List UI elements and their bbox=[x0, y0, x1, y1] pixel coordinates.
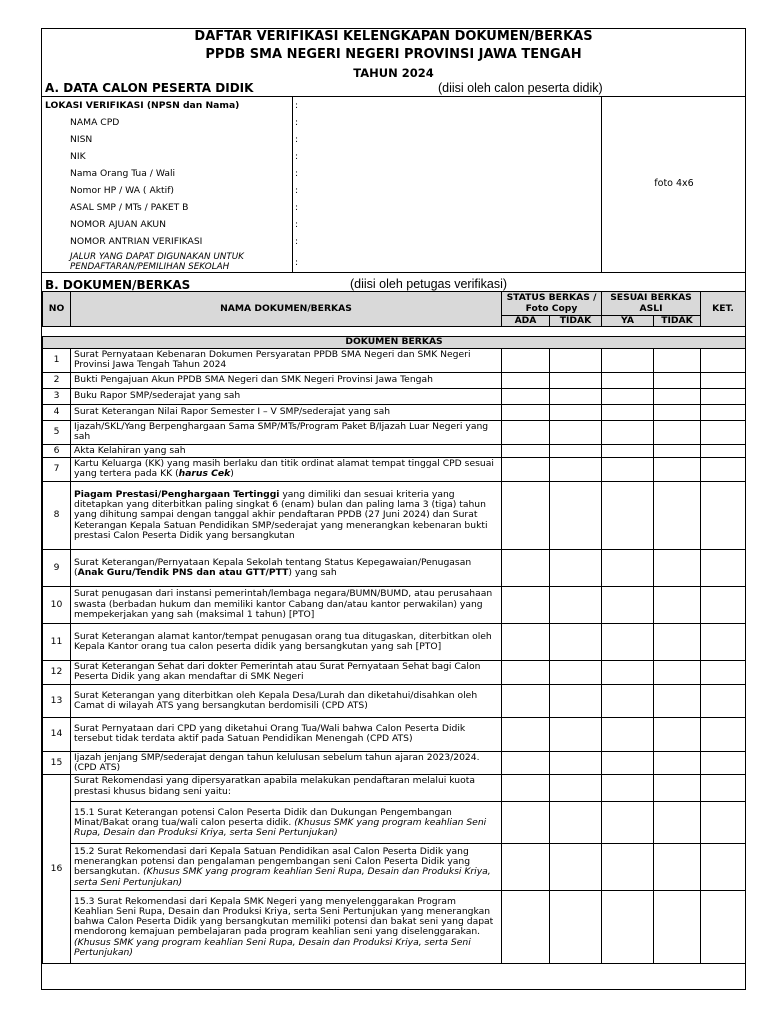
document-name-text: Surat Pernyataan Kebenaran Dokumen Persyaratan PPDB SMA Negeri dan SMK Negeri Provinsi Jawa Tengah Tahun 2024 bbox=[74, 348, 471, 371]
document-name-text: Kartu Keluarga (KK) yang masih berlaku dan titik ordinat alamat tempat tinggal CPD sesuai yang tertera pada KK ( bbox=[74, 458, 494, 480]
check-tidak[interactable] bbox=[550, 802, 602, 844]
field-value[interactable]: : bbox=[295, 134, 299, 146]
check-tidak2[interactable] bbox=[654, 372, 701, 388]
section-a-note: (diisi oleh calon peserta didik) bbox=[438, 81, 603, 95]
form-title: DAFTAR VERIFIKASI KELENGKAPAN DOKUMEN/BERKAS bbox=[194, 29, 593, 44]
document-name-text: Surat Keterangan Nilai Rapor Semester I – V SMP/sederajat yang sah bbox=[74, 405, 391, 417]
col-tidak2-header: TIDAK bbox=[654, 316, 701, 327]
field-value[interactable]: : bbox=[295, 117, 299, 129]
field-row bbox=[42, 234, 601, 251]
field-row bbox=[42, 217, 601, 234]
check-tidak[interactable] bbox=[550, 420, 602, 444]
ket-cell[interactable] bbox=[701, 623, 746, 660]
col-ket-header: KET. bbox=[701, 292, 746, 327]
field-row bbox=[42, 166, 601, 183]
check-ya[interactable] bbox=[602, 404, 654, 420]
check-ya[interactable] bbox=[602, 684, 654, 717]
check-tidak[interactable] bbox=[550, 481, 602, 549]
document-name-note: (Khusus SMK yang program keahlian Seni Rupa, Desain dan Produksi Kriya, serta Seni Pertunjukan) bbox=[74, 936, 471, 959]
document-name-note: (Khusus SMK yang program keahlian Seni Rupa, Desain dan Produksi Kriya, serta Seni Pertunjukan) bbox=[74, 816, 487, 839]
col-ya-header: YA bbox=[602, 316, 654, 327]
check-tidak[interactable] bbox=[550, 404, 602, 420]
check-tidak2[interactable] bbox=[654, 388, 701, 404]
document-row bbox=[43, 623, 746, 660]
document-name-note: (Khusus SMK yang program keahlian Seni Rupa, Desain dan Produksi Kriya, serta Seni Pertunjukan) bbox=[74, 866, 491, 888]
document-name bbox=[71, 444, 502, 457]
field-label: NOMOR ANTRIAN VERIFIKASI bbox=[70, 236, 203, 248]
ket-cell[interactable] bbox=[701, 775, 746, 802]
document-name-emphasis: harus Cek bbox=[178, 468, 231, 480]
document-name-text: Surat Rekomendasi yang dipersyaratkan apabila melakukan pendaftaran melalui kuota prestasi khusus bidang seni yaitu: bbox=[74, 775, 475, 797]
document-name bbox=[71, 404, 502, 420]
check-ya[interactable] bbox=[602, 549, 654, 586]
ket-cell[interactable] bbox=[701, 684, 746, 717]
check-ada[interactable] bbox=[502, 420, 550, 444]
check-ya[interactable] bbox=[602, 388, 654, 404]
document-name bbox=[71, 623, 502, 660]
ket-cell[interactable] bbox=[701, 481, 746, 549]
document-name bbox=[71, 481, 502, 549]
row-number: 13 bbox=[43, 684, 71, 717]
check-ya[interactable] bbox=[602, 444, 654, 457]
ket-cell[interactable] bbox=[701, 444, 746, 457]
ket-cell[interactable] bbox=[701, 457, 746, 481]
document-row bbox=[43, 404, 746, 420]
check-ya[interactable] bbox=[602, 717, 654, 751]
row-number: 5 bbox=[43, 420, 71, 444]
photo-label: foto 4x6 bbox=[654, 178, 694, 189]
document-name bbox=[71, 684, 502, 717]
row-number: 10 bbox=[43, 586, 71, 623]
check-ya[interactable] bbox=[602, 802, 654, 844]
check-ya[interactable] bbox=[602, 348, 654, 372]
check-ada[interactable] bbox=[502, 751, 550, 775]
row-number: 3 bbox=[43, 388, 71, 404]
document-name bbox=[71, 775, 502, 802]
check-tidak2[interactable] bbox=[654, 717, 701, 751]
field-label: JALUR YANG DAPAT DIGUNAKAN UNTUK PENDAFTARAN/PEMILIHAN SEKOLAH bbox=[70, 252, 244, 272]
document-name-text: 15.1 Surat Keterangan potensi Calon Peserta Didik dan Dukungan Pengembangan Minat/Bakat orang tua/wali calon peserta didik. bbox=[74, 806, 452, 828]
ket-cell[interactable] bbox=[701, 717, 746, 751]
document-name-text: yang dimiliki dan sesuai kriteria yang ditetapkan yang diterbitkan paling singkat 6 (enam) bulan dan paling lama 3 (tiga) tahun yang dihitung sampai dengan tanggal akhir pendaftaran PPDB (27 Juni 2024) dan Surat Keterangan Kepala Satuan Pendidikan SMP/sederajat yang menerangkan kebenaran bukti prestasi Calon Peserta Didik yang bersangkutan bbox=[74, 488, 488, 541]
document-name-tail: ) yang sah bbox=[288, 566, 337, 578]
section-a-title: A. DATA CALON PESERTA DIDIK bbox=[45, 81, 254, 95]
row-number: 11 bbox=[43, 623, 71, 660]
check-ya[interactable] bbox=[602, 623, 654, 660]
field-row bbox=[42, 132, 601, 149]
row-number: 16 bbox=[43, 775, 71, 964]
row-number: 9 bbox=[43, 549, 71, 586]
row-number: 14 bbox=[43, 717, 71, 751]
check-tidak[interactable] bbox=[550, 660, 602, 684]
field-value[interactable]: : bbox=[295, 168, 299, 180]
check-tidak2[interactable] bbox=[654, 844, 701, 891]
check-ada[interactable] bbox=[502, 717, 550, 751]
check-ya[interactable] bbox=[602, 372, 654, 388]
check-ada[interactable] bbox=[502, 549, 550, 586]
document-name bbox=[71, 372, 502, 388]
document-row bbox=[43, 481, 746, 549]
row-number: 12 bbox=[43, 660, 71, 684]
check-ya[interactable] bbox=[602, 751, 654, 775]
documents-table bbox=[42, 291, 746, 964]
document-name-text: 15.2 Surat Rekomendasi dari Kepala Satuan Pendidikan asal Calon Peserta Didik yang menerangkan potensi dan pengalaman pengembangan seni Calon Peserta Didik yang bersangkutan. bbox=[74, 845, 471, 878]
check-tidak2[interactable] bbox=[654, 444, 701, 457]
row-number: 8 bbox=[43, 481, 71, 549]
field-label: NIK bbox=[70, 151, 86, 163]
check-tidak2[interactable] bbox=[654, 802, 701, 844]
field-label: LOKASI VERIFIKASI (NPSN dan Nama) bbox=[45, 99, 240, 111]
check-ya[interactable] bbox=[602, 586, 654, 623]
check-ada[interactable] bbox=[502, 802, 550, 844]
check-tidak[interactable] bbox=[550, 444, 602, 457]
check-tidak2[interactable] bbox=[654, 420, 701, 444]
ket-cell[interactable] bbox=[701, 844, 746, 891]
check-tidak2[interactable] bbox=[654, 684, 701, 717]
check-ada[interactable] bbox=[502, 404, 550, 420]
col-name-header: NAMA DOKUMEN/BERKAS bbox=[71, 292, 502, 327]
ket-cell[interactable] bbox=[701, 372, 746, 388]
ket-cell[interactable] bbox=[701, 348, 746, 372]
check-tidak2[interactable] bbox=[654, 481, 701, 549]
ket-cell[interactable] bbox=[701, 660, 746, 684]
check-ya[interactable] bbox=[602, 660, 654, 684]
check-tidak2[interactable] bbox=[654, 348, 701, 372]
document-row bbox=[43, 388, 746, 404]
field-label: NISN bbox=[70, 134, 93, 146]
spacer-row bbox=[43, 327, 746, 337]
document-name bbox=[71, 586, 502, 623]
ket-cell[interactable] bbox=[701, 891, 746, 964]
check-ya[interactable] bbox=[602, 775, 654, 802]
field-label: Nama Orang Tua / Wali bbox=[70, 168, 176, 180]
check-tidak[interactable] bbox=[550, 844, 602, 891]
check-tidak[interactable] bbox=[550, 388, 602, 404]
verification-form bbox=[41, 28, 746, 990]
document-row bbox=[43, 751, 746, 775]
document-name bbox=[71, 844, 502, 891]
document-row bbox=[43, 348, 746, 372]
row-number: 7 bbox=[43, 457, 71, 481]
document-subrow bbox=[43, 844, 746, 891]
check-tidak[interactable] bbox=[550, 717, 602, 751]
document-row bbox=[43, 372, 746, 388]
check-ya[interactable] bbox=[602, 457, 654, 481]
check-ada[interactable] bbox=[502, 660, 550, 684]
row-number: 2 bbox=[43, 372, 71, 388]
check-tidak2[interactable] bbox=[654, 623, 701, 660]
field-label: NAMA CPD bbox=[70, 117, 120, 129]
ket-cell[interactable] bbox=[701, 802, 746, 844]
document-name bbox=[71, 751, 502, 775]
check-tidak2[interactable] bbox=[654, 891, 701, 964]
document-row bbox=[43, 420, 746, 444]
field-row bbox=[42, 200, 601, 217]
ket-cell[interactable] bbox=[701, 586, 746, 623]
document-subrow bbox=[43, 802, 746, 844]
document-row bbox=[43, 775, 746, 802]
document-row bbox=[43, 549, 746, 586]
document-row bbox=[43, 444, 746, 457]
document-name bbox=[71, 420, 502, 444]
document-name-bold: Piagam Prestasi/Penghargaan Tertinggi bbox=[74, 488, 280, 500]
check-ada[interactable] bbox=[502, 481, 550, 549]
field-row bbox=[42, 183, 601, 200]
document-name bbox=[71, 660, 502, 684]
document-name-text: Bukti Pengajuan Akun PPDB SMA Negeri dan SMK Negeri Provinsi Jawa Tengah bbox=[74, 373, 433, 385]
field-label: Nomor HP / WA ( Aktif) bbox=[70, 185, 175, 197]
document-name-text: 15.3 Surat Rekomendasi dari Kepala SMK Negeri yang menyelenggarakan Program Keahlian Seni Rupa, Desain dan Produksi Kriya, serta Seni Pertunjukan yang menerangkan bahwa Calon Peserta Didik yang bersangkutan memiliki potensi dan bakat seni yang dapat mendorong kemajuan pembelajaran pada program keahlian seni yang diselenggarakan. bbox=[74, 895, 494, 938]
check-tidak[interactable] bbox=[550, 586, 602, 623]
check-ya[interactable] bbox=[602, 420, 654, 444]
check-ada[interactable] bbox=[502, 586, 550, 623]
document-name-text: Surat Keterangan yang diterbitkan oleh Kepala Desa/Lurah dan diketahui/disahkan oleh Camat di wilayah ATS yang bersangkutan berdomisili (CPD ATS) bbox=[74, 689, 478, 711]
group-header: DOKUMEN BERKAS bbox=[43, 337, 746, 348]
document-name bbox=[71, 717, 502, 751]
ket-cell[interactable] bbox=[701, 388, 746, 404]
section-b-note: (diisi oleh petugas verifikasi) bbox=[350, 277, 508, 291]
check-tidak2[interactable] bbox=[654, 660, 701, 684]
check-ada[interactable] bbox=[502, 684, 550, 717]
ket-cell[interactable] bbox=[701, 404, 746, 420]
check-tidak[interactable] bbox=[550, 348, 602, 372]
check-tidak[interactable] bbox=[550, 684, 602, 717]
document-name-text: Buku Rapor SMP/sederajat yang sah bbox=[74, 389, 241, 401]
document-row bbox=[43, 457, 746, 481]
document-row bbox=[43, 684, 746, 717]
field-label: ASAL SMP / MTs / PAKET B bbox=[70, 202, 189, 214]
document-name-bold: Anak Guru/Tendik PNS dan atau GTT/PTT bbox=[77, 566, 289, 578]
check-ada[interactable] bbox=[502, 348, 550, 372]
check-tidak[interactable] bbox=[550, 751, 602, 775]
form-subtitle: PPDB SMA NEGERI NEGERI PROVINSI JAWA TENGAH bbox=[205, 47, 582, 62]
field-value[interactable]: : bbox=[295, 219, 299, 231]
student-data-table bbox=[42, 97, 601, 275]
section-b-divider bbox=[42, 272, 745, 273]
document-name-text: Surat Pernyataan dari CPD yang diketahui Orang Tua/Wali bahwa Calon Peserta Didik tersebut tidak terdata aktif pada Satuan Pendidikan Menengah (CPD ATS) bbox=[74, 723, 466, 745]
check-tidak[interactable] bbox=[550, 549, 602, 586]
check-ya[interactable] bbox=[602, 844, 654, 891]
ket-cell[interactable] bbox=[701, 751, 746, 775]
check-tidak2[interactable] bbox=[654, 457, 701, 481]
field-label: NOMOR AJUAN AKUN bbox=[70, 219, 167, 231]
check-ada[interactable] bbox=[502, 775, 550, 802]
check-ada[interactable] bbox=[502, 623, 550, 660]
check-tidak2[interactable] bbox=[654, 404, 701, 420]
check-ada[interactable] bbox=[502, 372, 550, 388]
document-name-text: Surat Keterangan/Pernyataan Kepala Sekolah tentang Status Kepegawaian/Penugasan ( bbox=[74, 556, 472, 578]
document-name-text: Surat Keterangan alamat kantor/tempat penugasan orang tua ditugaskan, diterbitkan oleh Kepala Kantor orang tua calon peserta didik yang bersangkutan yang sah [PTO] bbox=[74, 630, 492, 652]
check-tidak2[interactable] bbox=[654, 549, 701, 586]
field-value[interactable]: : bbox=[295, 99, 299, 111]
check-tidak2[interactable] bbox=[654, 586, 701, 623]
check-ya[interactable] bbox=[602, 481, 654, 549]
section-b-title: B. DOKUMEN/BERKAS bbox=[45, 278, 191, 292]
check-ya[interactable] bbox=[602, 891, 654, 964]
check-tidak[interactable] bbox=[550, 457, 602, 481]
document-name-text: Akta Kelahiran yang sah bbox=[74, 444, 186, 456]
row-number: 4 bbox=[43, 404, 71, 420]
ket-cell[interactable] bbox=[701, 420, 746, 444]
document-row bbox=[43, 660, 746, 684]
field-value[interactable]: : bbox=[295, 151, 299, 163]
document-row bbox=[43, 717, 746, 751]
row-number: 15 bbox=[43, 751, 71, 775]
check-ada[interactable] bbox=[502, 891, 550, 964]
col-sesuai-header: SESUAI BERKAS ASLI bbox=[602, 292, 701, 316]
check-ada[interactable] bbox=[502, 444, 550, 457]
document-name bbox=[71, 891, 502, 964]
document-name bbox=[71, 457, 502, 481]
col-tidak-header: TIDAK bbox=[550, 316, 602, 327]
document-name bbox=[71, 348, 502, 372]
ket-cell[interactable] bbox=[701, 549, 746, 586]
check-ada[interactable] bbox=[502, 388, 550, 404]
check-tidak2[interactable] bbox=[654, 775, 701, 802]
check-ada[interactable] bbox=[502, 457, 550, 481]
document-name-tail: ) bbox=[230, 468, 234, 480]
field-row bbox=[42, 97, 601, 115]
row-number: 6 bbox=[43, 444, 71, 457]
field-value[interactable]: : bbox=[295, 236, 299, 248]
document-name-text: Ijazah jenjang SMP/sederajat dengan tahun kelulusan sebelum tahun ajaran 2023/2024. (CPD ATS) bbox=[74, 751, 480, 774]
check-ada[interactable] bbox=[502, 844, 550, 891]
field-value[interactable]: : bbox=[295, 185, 299, 197]
col-ada-header: ADA bbox=[502, 316, 550, 327]
form-year: TAHUN 2024 bbox=[353, 66, 434, 80]
document-name bbox=[71, 802, 502, 844]
document-name-text: Surat Keterangan Sehat dari dokter Pemerintah atau Surat Pernyataan Sehat bagi Calon Peserta Didik yang akan mendaftar di SMK Negeri bbox=[74, 661, 481, 683]
field-value[interactable]: : bbox=[295, 256, 299, 268]
field-row bbox=[42, 149, 601, 166]
document-subrow bbox=[43, 891, 746, 964]
field-value[interactable]: : bbox=[295, 202, 299, 214]
field-row bbox=[42, 115, 601, 132]
check-tidak[interactable] bbox=[550, 891, 602, 964]
document-name-text: Surat penugasan dari instansi pemerintah/lembaga negara/BUMN/BUMD, atau perusahaan swasta (berbadan hukum dan memiliki kantor Cabang dan/atau kantor perwakilan) yang mempekerjakan yang sah (maksimal 1 tahun) [PTO] bbox=[74, 588, 493, 621]
photo-box bbox=[601, 96, 746, 272]
col-status-header: STATUS BERKAS / Foto Copy bbox=[502, 292, 602, 316]
check-tidak[interactable] bbox=[550, 623, 602, 660]
col-no-header: NO bbox=[43, 292, 71, 327]
check-tidak2[interactable] bbox=[654, 751, 701, 775]
check-tidak[interactable] bbox=[550, 775, 602, 802]
document-name-text: Ijazah/SKL/Yang Berpenghargaan Sama SMP/MTs/Program Paket B/Ijazah Luar Negeri yang sah bbox=[74, 420, 489, 443]
row-number: 1 bbox=[43, 348, 71, 372]
document-row bbox=[43, 586, 746, 623]
check-tidak[interactable] bbox=[550, 372, 602, 388]
document-name bbox=[71, 549, 502, 586]
document-name bbox=[71, 388, 502, 404]
